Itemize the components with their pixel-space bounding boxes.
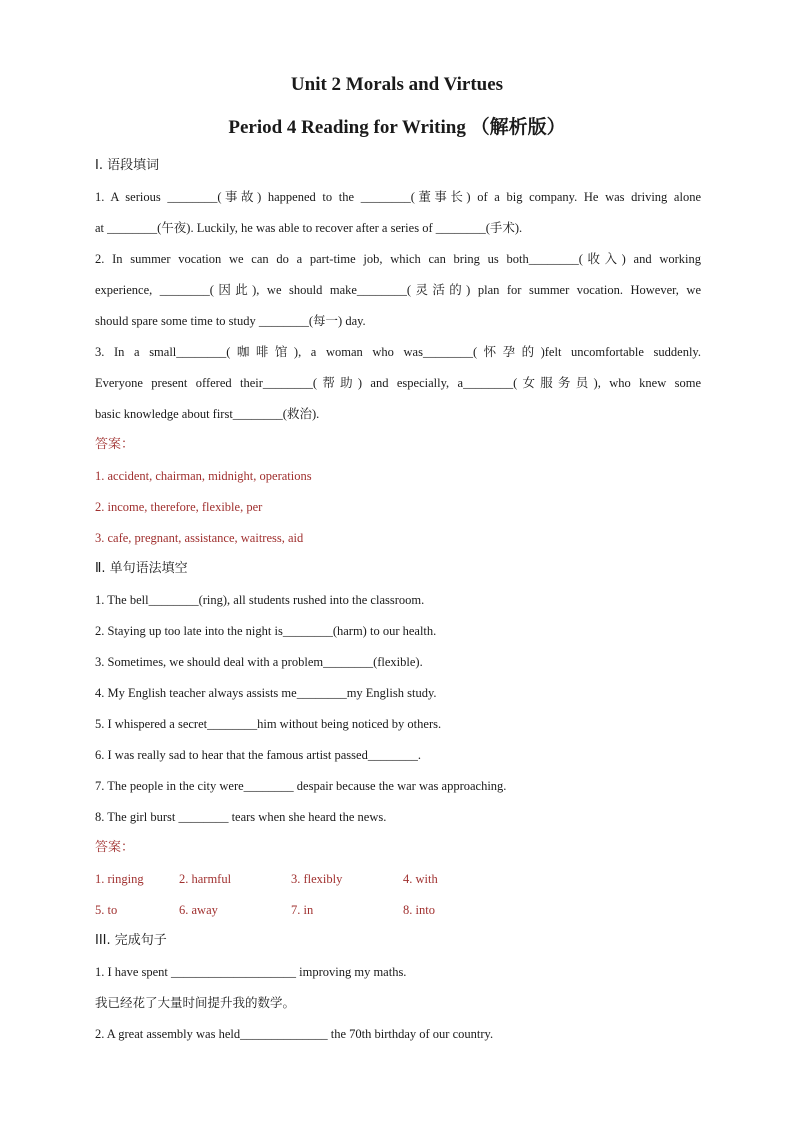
exercise-line: 4. My English teacher always assists me________my English study. (95, 686, 437, 700)
exercise-line: 5. I whispered a secret________him without being noticed by others. (95, 717, 442, 731)
worksheet-content (95, 156, 701, 1055)
page-subtitle: Period 4 Reading for Writing （解析版） (228, 117, 566, 138)
section-heading: Ⅰ. 语段填词 (95, 158, 160, 173)
answer-row (95, 900, 701, 931)
answer-item: 1. ringing (95, 872, 144, 886)
exercise-line: 2. Staying up too late into the night is________(harm) to our health. (95, 624, 437, 638)
exercise-line: 3. Sometimes, we should deal with a problem________(flexible). (95, 655, 423, 669)
exercise-line: 1. I have spent ____________________ improving my maths. (95, 965, 407, 979)
answer-item: 3. flexibly (291, 872, 343, 886)
exercise-line: 2. A great assembly was held______________ the 70th birthday of our country. (95, 1027, 494, 1041)
page-title: Unit 2 Morals and Virtues (290, 74, 504, 95)
answer-item: 2. harmful (179, 872, 232, 886)
translation-line: 我已经花了大量时间提升我的数学。 (95, 995, 296, 1010)
answer-row (95, 869, 701, 900)
section-heading: III. 完成句子 (95, 933, 167, 948)
section-heading: Ⅱ. 单句语法填空 (95, 561, 188, 576)
exercise-line: 1. The bell________(ring), all students rushed into the classroom. (95, 593, 425, 607)
exercise-line: Everyone present offered their________(帮助) and especially, a________(女服务员), who knew some (95, 376, 701, 390)
exercise-line: 7. The people in the city were________ despair because the war was approaching. (95, 779, 507, 793)
answer-line: 2. income, therefore, flexible, per (95, 500, 263, 514)
exercise-line: 3. In a small________(咖啡馆), a woman who was________(怀孕的)felt uncomfortable suddenly. (95, 345, 701, 359)
answer-item: 4. with (403, 872, 438, 886)
exercise-line: should spare some time to study ________(每一) day. (95, 314, 366, 328)
exercise-line: 2. In summer vocation we can do a part-time job, which can bring us both________(收入) and working (95, 252, 701, 266)
answer-item: 7. in (291, 903, 314, 917)
exercise-line: 6. I was really sad to hear that the famous artist passed________. (95, 748, 421, 762)
answer-item: 5. to (95, 903, 118, 917)
exercise-line: 1. A serious ________(事故) happened to the ________(董事长) of a big company. He was driving alone (95, 190, 701, 204)
answer-label: 答案： (95, 437, 135, 452)
exercise-line: at ________(午夜). Luckily, he was able to recover after a series of ________(手术). (95, 221, 523, 235)
exercise-line: experience, ________(因此), we should make________(灵活的) plan for summer vocation. However, we (95, 283, 701, 297)
answer-item: 6. away (179, 903, 218, 917)
exercise-line: 8. The girl burst ________ tears when she heard the news. (95, 810, 387, 824)
answer-label: 答案： (95, 840, 135, 855)
answer-item: 8. into (403, 903, 435, 917)
answer-line: 1. accident, chairman, midnight, operations (95, 469, 312, 483)
answer-line: 3. cafe, pregnant, assistance, waitress, aid (95, 531, 304, 545)
exercise-line: basic knowledge about first________(救治). (95, 407, 320, 421)
